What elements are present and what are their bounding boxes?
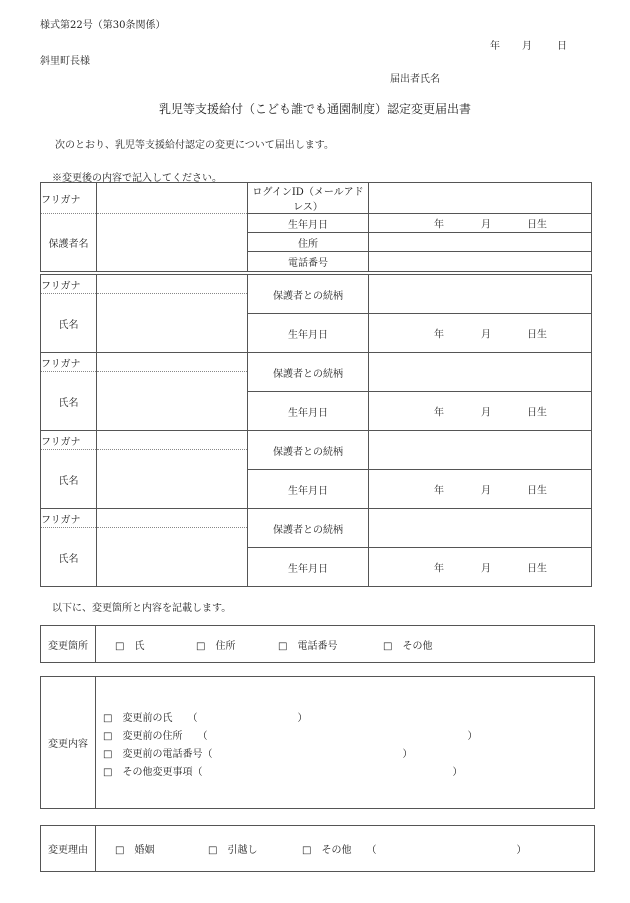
day-label: 日生: [527, 219, 547, 231]
child-birth-field[interactable]: [369, 314, 592, 353]
day-label: 日生: [527, 563, 547, 575]
child-birth-label: 生年月日: [248, 470, 369, 509]
change-location-label: 変更箇所: [41, 626, 96, 662]
child-birth-field[interactable]: [369, 392, 592, 431]
option-other-checkbox[interactable]: □ その他: [383, 641, 433, 652]
month-label: 月: [481, 563, 491, 575]
child-birth-label: 生年月日: [248, 392, 369, 431]
login-id-field[interactable]: [369, 183, 592, 214]
guardian-furigana-label: フリガナ: [41, 183, 97, 214]
change-reason-box: [40, 825, 595, 872]
change-content-box: [40, 676, 595, 809]
child-relation-field[interactable]: [369, 353, 592, 392]
child-name-field[interactable]: [97, 450, 248, 509]
prev-name-item[interactable]: □ 変更前の氏 （ ）: [103, 713, 308, 724]
year-label: 年: [434, 485, 444, 497]
child-name-label: 氏名: [41, 372, 97, 431]
day-label: 日生: [527, 485, 547, 497]
child-block: [41, 431, 592, 509]
option-name-checkbox[interactable]: □ 氏: [115, 641, 145, 652]
change-content-label: 変更内容: [41, 677, 96, 808]
child-furigana-field[interactable]: [97, 509, 248, 528]
child-birth-label: 生年月日: [248, 548, 369, 587]
prev-phone-item[interactable]: □ 変更前の電話番号（ ）: [103, 749, 413, 760]
guardian-name-field[interactable]: [97, 214, 248, 272]
child-relation-label: 保護者との続柄: [248, 509, 369, 548]
child-name-field[interactable]: [97, 372, 248, 431]
option-phone-checkbox[interactable]: □ 電話番号: [278, 641, 338, 652]
child-name-field[interactable]: [97, 528, 248, 587]
guardian-phone-label: 電話番号: [248, 252, 369, 272]
guardian-birth-label: 生年月日: [248, 214, 369, 233]
child-name-field[interactable]: [97, 294, 248, 353]
note-text: ※変更後の内容で記入してください。: [52, 173, 222, 184]
form-number: 様式第22号（第30条関係）: [40, 20, 166, 31]
guardian-furigana-field[interactable]: [97, 183, 248, 214]
day-label: 日生: [527, 407, 547, 419]
year-label: 年: [434, 563, 444, 575]
change-intro-text: 以下に、変更箇所と内容を記載します。: [52, 603, 232, 614]
change-location-box: [40, 625, 595, 663]
child-birth-field[interactable]: [369, 548, 592, 587]
prev-address-item[interactable]: □ 変更前の住所 （ ）: [103, 731, 478, 742]
day-label: 日生: [527, 329, 547, 341]
child-furigana-label: フリガナ: [41, 431, 97, 450]
child-name-label: 氏名: [41, 528, 97, 587]
child-relation-field[interactable]: [369, 509, 592, 548]
reason-marriage-checkbox[interactable]: □ 婚姻: [115, 845, 155, 856]
change-reason-label: 変更理由: [41, 826, 96, 871]
date-day-label: 日: [557, 41, 567, 52]
guardian-address-label: 住所: [248, 233, 369, 252]
child-name-label: 氏名: [41, 294, 97, 353]
year-label: 年: [434, 219, 444, 231]
child-relation-label: 保護者との続柄: [248, 431, 369, 470]
child-furigana-label: フリガナ: [41, 509, 97, 528]
other-change-item[interactable]: □ その他変更事項（ ）: [103, 767, 463, 778]
child-relation-label: 保護者との続柄: [248, 353, 369, 392]
month-label: 月: [481, 485, 491, 497]
child-furigana-field[interactable]: [97, 275, 248, 294]
child-furigana-label: フリガナ: [41, 275, 97, 294]
child-relation-field[interactable]: [369, 275, 592, 314]
guardian-phone-field[interactable]: [369, 252, 592, 272]
child-block: [41, 275, 592, 353]
year-label: 年: [434, 407, 444, 419]
month-label: 月: [481, 329, 491, 341]
child-furigana-field[interactable]: [97, 353, 248, 372]
page-title: 乳児等支援給付（こども誰でも通園制度）認定変更届出書: [158, 102, 471, 116]
child-relation-field[interactable]: [369, 431, 592, 470]
month-label: 月: [481, 219, 491, 231]
intro-text: 次のとおり、乳児等支援給付認定の変更について届出します。: [55, 140, 334, 151]
reason-moving-checkbox[interactable]: □ 引越し: [208, 845, 258, 856]
login-id-label: ログインID（メールアドレス）: [248, 183, 369, 214]
month-label: 月: [481, 407, 491, 419]
applicant-name-label: 届出者氏名: [390, 74, 440, 85]
child-birth-field[interactable]: [369, 470, 592, 509]
child-birth-label: 生年月日: [248, 314, 369, 353]
child-relation-label: 保護者との続柄: [248, 275, 369, 314]
guardian-name-label: 保護者名: [41, 214, 97, 272]
reason-other-checkbox[interactable]: □ その他 （ ）: [302, 845, 527, 856]
date-year-label: 年: [490, 41, 500, 52]
child-furigana-label: フリガナ: [41, 353, 97, 372]
child-name-label: 氏名: [41, 450, 97, 509]
year-label: 年: [434, 329, 444, 341]
children-table: [40, 274, 592, 587]
child-furigana-field[interactable]: [97, 431, 248, 450]
addressee: 斜里町長様: [40, 56, 90, 67]
child-block: [41, 509, 592, 587]
guardian-birth-field[interactable]: [369, 214, 592, 233]
guardian-table: [40, 182, 592, 272]
child-block: [41, 353, 592, 431]
option-address-checkbox[interactable]: □ 住所: [196, 641, 236, 652]
guardian-address-field[interactable]: [369, 233, 592, 252]
date-month-label: 月: [522, 41, 532, 52]
